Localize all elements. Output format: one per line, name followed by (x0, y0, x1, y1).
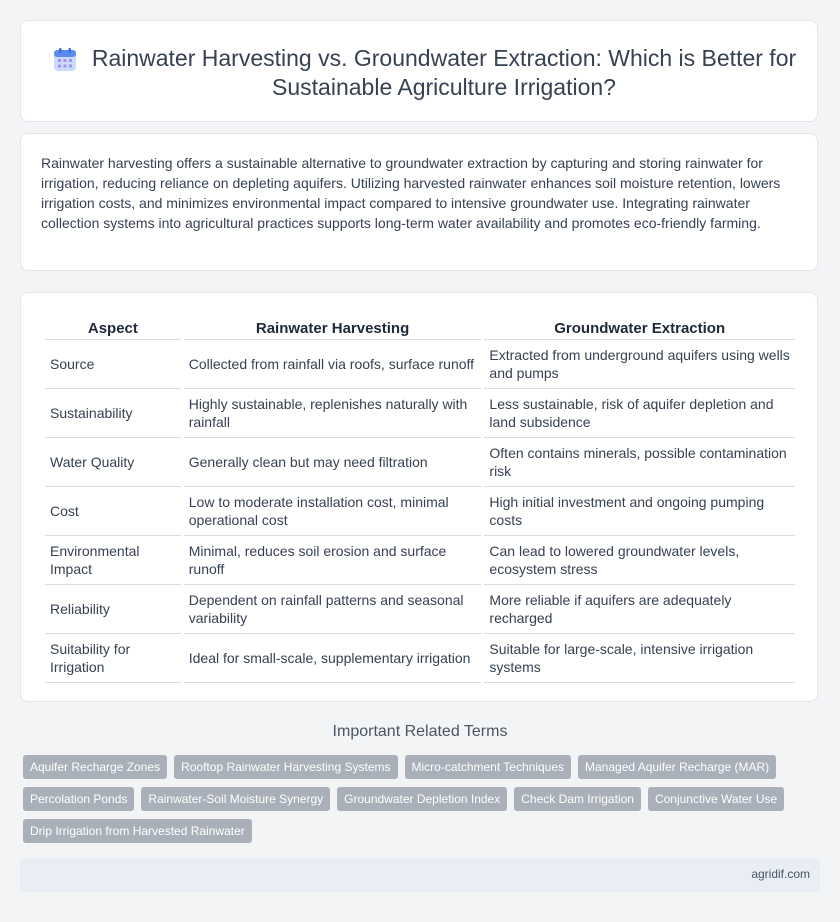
comparison-table (42, 315, 798, 683)
header-groundwater: Groundwater Extraction (484, 315, 795, 340)
table-row (45, 340, 795, 389)
groundwater-cell: Often contains minerals, possible contamination risk (484, 438, 795, 487)
aspect-cell: Cost (45, 487, 181, 536)
footer-site-link[interactable]: agridif.com (751, 867, 810, 881)
related-term-tag[interactable]: Percolation Ponds (23, 787, 134, 811)
rainwater-cell: Generally clean but may need filtration (184, 438, 482, 487)
rainwater-cell: Collected from rainfall via roofs, surface runoff (184, 340, 482, 389)
aspect-cell: Suitability for Irrigation (45, 634, 181, 683)
related-term-tag[interactable]: Managed Aquifer Recharge (MAR) (578, 755, 776, 779)
header-rainwater: Rainwater Harvesting (184, 315, 482, 340)
related-term-tag[interactable]: Drip Irrigation from Harvested Rainwater (23, 819, 252, 843)
aspect-cell: Environmental Impact (45, 536, 181, 585)
comparison-card (20, 292, 818, 702)
rainwater-cell: Minimal, reduces soil erosion and surface runoff (184, 536, 482, 585)
rainwater-cell: Low to moderate installation cost, minimal operational cost (184, 487, 482, 536)
rainwater-cell: Dependent on rainfall patterns and seasonal variability (184, 585, 482, 634)
related-term-tag[interactable]: Aquifer Recharge Zones (23, 755, 167, 779)
groundwater-cell: Can lead to lowered groundwater levels, ecosystem stress (484, 536, 795, 585)
aspect-cell: Source (45, 340, 181, 389)
related-term-tag[interactable]: Rainwater-Soil Moisture Synergy (141, 787, 330, 811)
related-term-tag[interactable]: Check Dam Irrigation (514, 787, 641, 811)
aspect-cell: Reliability (45, 585, 181, 634)
aspect-cell: Sustainability (45, 389, 181, 438)
groundwater-cell: More reliable if aquifers are adequately recharged (484, 585, 795, 634)
table-row (45, 536, 795, 585)
page-title: Rainwater Harvesting vs. Groundwater Extraction: Which is Better for Sustainable Agriculture Irrigation? (91, 45, 797, 100)
related-terms-list (23, 755, 813, 843)
groundwater-cell: High initial investment and ongoing pumping costs (484, 487, 795, 536)
intro-card (20, 133, 818, 271)
table-row (45, 634, 795, 683)
related-term-tag[interactable]: Rooftop Rainwater Harvesting Systems (174, 755, 397, 779)
table-row (45, 438, 795, 487)
groundwater-cell: Extracted from underground aquifers using wells and pumps (484, 340, 795, 389)
footer-bar (20, 858, 820, 892)
aspect-cell: Water Quality (45, 438, 181, 487)
related-term-tag[interactable]: Groundwater Depletion Index (337, 787, 507, 811)
related-terms-title: Important Related Terms (332, 723, 508, 740)
title-card (20, 20, 818, 122)
rainwater-cell: Highly sustainable, replenishes naturally with rainfall (184, 389, 482, 438)
table-row (45, 487, 795, 536)
related-term-tag[interactable]: Micro-catchment Techniques (405, 755, 572, 779)
table-row (45, 389, 795, 438)
rainwater-cell: Ideal for small-scale, supplementary irrigation (184, 634, 482, 683)
groundwater-cell: Suitable for large-scale, intensive irrigation systems (484, 634, 795, 683)
table-header-row (45, 315, 795, 340)
intro-paragraph: Rainwater harvesting offers a sustainable alternative to groundwater extraction by capturing and storing rainwater for irrigation, reducing reliance on depleting aquifers. Utilizing harvested rainwater enhances soil moisture retention, lowers irrigation costs, and minimizes environmental impact compared to intensive groundwater use. Integrating rainwater collection systems into agricultural practices supports long-term water availability and promotes eco-friendly farming. (41, 155, 781, 231)
header-aspect: Aspect (45, 315, 181, 340)
calendar-grid-icon (52, 47, 78, 73)
table-row (45, 585, 795, 634)
groundwater-cell: Less sustainable, risk of aquifer depletion and land subsidence (484, 389, 795, 438)
related-term-tag[interactable]: Conjunctive Water Use (648, 787, 784, 811)
